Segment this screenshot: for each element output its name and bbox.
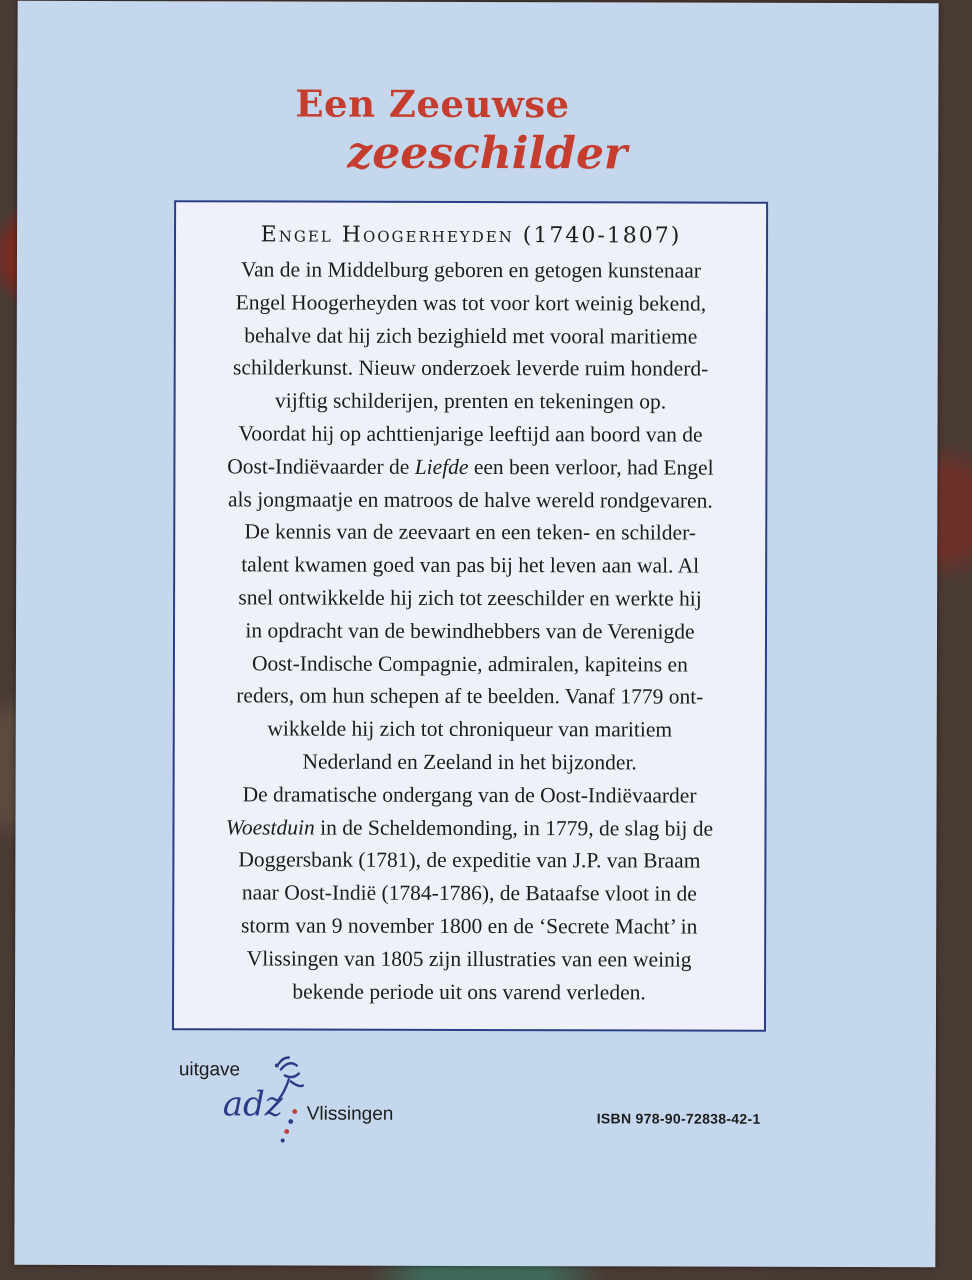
blurb-segment: reders, om hun schepen af te beelden. Vanaf 1779 ont- (236, 683, 704, 709)
blurb-line (188, 876, 750, 910)
blurb-line (189, 516, 751, 550)
book-back-cover (14, 1, 938, 1267)
blurb-line (189, 745, 751, 779)
blurb-line (189, 647, 751, 681)
blurb-text (188, 253, 752, 1009)
blurb-segment: snel ontwikkelde hij zich tot zeeschilder en werkte hij (238, 585, 702, 611)
blurb-segment: schilderkunst. Nieuw onderzoek leverde ruim honderd- (233, 355, 709, 381)
blurb-line (189, 712, 751, 746)
blurb-segment: storm van 9 november 1800 en de ‘Secrete Macht’ in (241, 913, 698, 939)
blurb-line (190, 352, 752, 386)
blurb-segment: in opdracht van de bewindhebbers van de Verenigde (245, 618, 695, 644)
blurb-segment: bekende periode uit ons varend verleden. (292, 979, 646, 1004)
blurb-line (190, 319, 752, 353)
title-line-2: zeeschilder (347, 127, 628, 180)
blurb-line (189, 548, 751, 582)
blurb-segment: wikkelde hij zich tot chroniqueur van maritiem (267, 716, 673, 742)
title-line-1: Een Zeeuwse (295, 81, 570, 127)
blurb-line (188, 942, 750, 976)
blurb-line (190, 286, 752, 320)
blurb-line (189, 614, 751, 648)
blurb-segment: Nederland en Zeeland in het bijzonder. (302, 749, 637, 775)
blurb-segment: in de Scheldemonding, in 1779, de slag bij de (314, 815, 714, 841)
blurb-line (190, 253, 752, 287)
blurb-segment: vijftig schilderijen, prenten en tekeningen op. (275, 388, 667, 414)
blurb-line (189, 450, 751, 484)
blurb-line (189, 680, 751, 714)
blurb-segment: Vlissingen van 1805 zijn illustraties van een weinig (246, 946, 692, 972)
isbn-number: ISBN 978-90-72838-42-1 (596, 1110, 761, 1127)
blurb-line (189, 581, 751, 615)
blurb-segment: naar Oost-Indië (1784-1786), de Bataafse vloot in de (241, 880, 697, 906)
blurb-line (189, 778, 751, 812)
blurb-segment: een been verloor, had Engel (468, 454, 714, 480)
blurb-segment: talent kwamen goed van pas bij het leven aan wal. Al (241, 552, 700, 578)
publisher-label: uitgave (178, 1059, 241, 1081)
blurb-segment: Oost-Indiëvaarder de (227, 454, 415, 479)
blurb-line (188, 811, 750, 845)
blurb-line (188, 975, 750, 1009)
publisher-logo-text: adz (222, 1084, 283, 1125)
blurb-segment: behalve dat hij zich bezighield met vooral maritieme (244, 322, 698, 349)
blurb-segment: De dramatische ondergang van de Oost-Indiëvaarder (242, 782, 697, 808)
blurb-segment: Van de in Middelburg geboren en getogen kunstenaar (240, 257, 701, 283)
blurb-segment: Doggersbank (1781), de expeditie van J.P. van Braam (238, 847, 701, 873)
blurb-line (188, 909, 750, 943)
blurb-segment: De kennis van de zeevaart en een teken- en schilder- (244, 519, 697, 545)
blurb-segment: als jongmaatje en matroos de halve wereld rondgevaren. (227, 486, 713, 513)
publisher-city: Vlissingen (306, 1103, 394, 1125)
italic-title: Woestduin (225, 814, 315, 840)
blurb-line (190, 384, 752, 418)
italic-title: Liefde (414, 454, 469, 479)
blurb-line (189, 417, 751, 451)
blurb-segment: Voordat hij op achttienjarige leeftijd aan boord van de (238, 421, 703, 447)
blurb-segment: Engel Hoogerheyden was tot voor kort weinig bekend, (235, 290, 707, 316)
blurb-line (189, 483, 751, 517)
blurb-segment: Oost-Indische Compagnie, admiralen, kapiteins en (251, 650, 688, 677)
blurb-heading: Engel Hoogerheyden (1740-1807) (260, 222, 682, 249)
blurb-line (188, 844, 750, 878)
blurb-box (172, 200, 768, 1032)
